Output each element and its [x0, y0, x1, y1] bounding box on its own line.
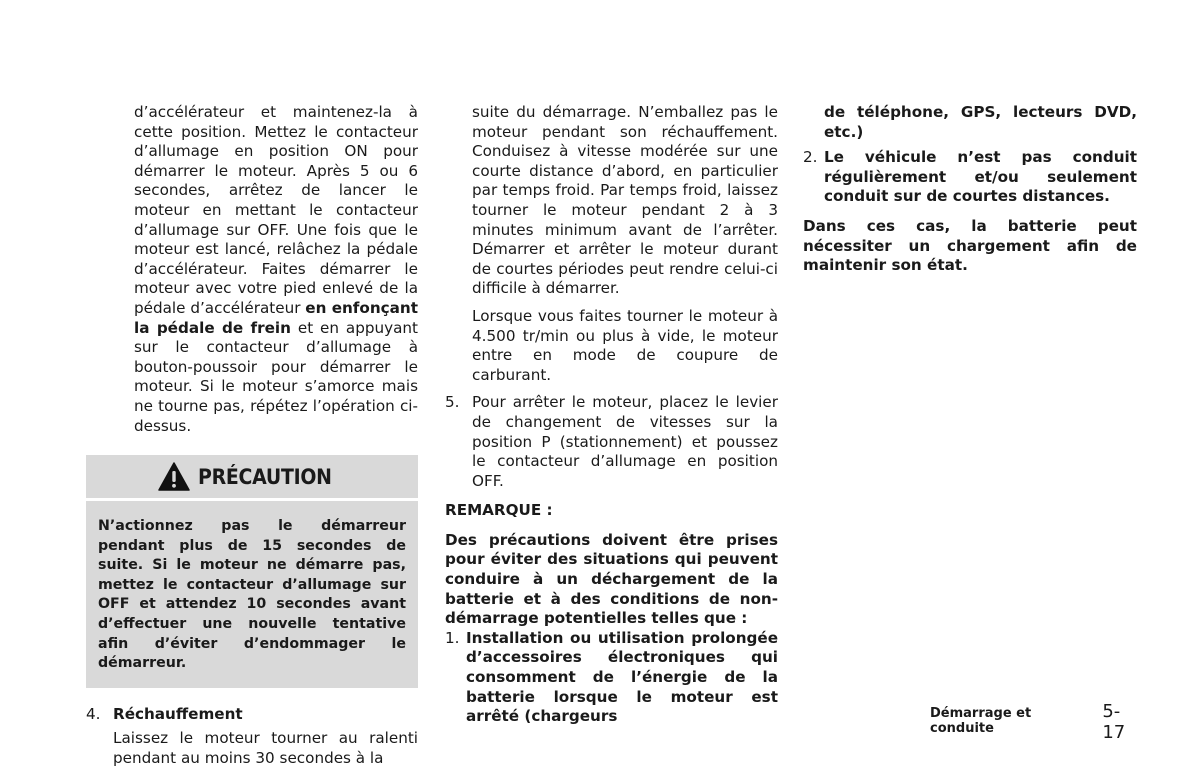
list-item-accessories	[445, 629, 778, 727]
remarque-heading: REMARQUE :	[445, 501, 553, 520]
section-title: Démarrage et conduite	[930, 706, 1032, 736]
list-item-driving	[803, 148, 1137, 207]
item-text: Pour arrêter le moteur, placez le levier de changement de vitesses sur la position P (stationnement) et poussez le contacteur d’allumage en position OFF.	[472, 393, 778, 490]
column-1	[86, 103, 418, 769]
page-footer	[930, 701, 1140, 743]
item-number: 2.	[803, 148, 818, 167]
closing-paragraph: Dans ces cas, la batterie peut nécessiter un chargement afin de maintenir son état.	[803, 216, 1137, 275]
caution-title: PRÉCAUTION	[197, 464, 332, 489]
list-item-stop-engine	[445, 393, 778, 491]
column-2	[445, 103, 778, 727]
paragraph-text: d’accélérateur et maintenez-la à cette position. Mettez le contacteur d’allumage en position ON pour démarrer le moteur. Après 5 ou 6 secondes, arrêtez de lancer le moteur en mettant le contacteur d’allumage sur OFF. Une fois que le moteur est lancé, relâchez la pédale d’accélérateur. Faites démarrer le moteur avec votre pied enlevé de la pédale d’accélérateur	[134, 103, 418, 317]
list-item-warmup	[86, 705, 418, 769]
item-number: 4.	[86, 704, 101, 723]
fuel-cut-paragraph: Lorsque vous faites tourner le moteur à 4.500 tr/min ou plus à vide, le moteur entre en mode de coupure de carburant.	[472, 306, 778, 384]
starting-procedure-paragraph	[86, 103, 418, 436]
caution-text: N’actionnez pas le démarreur pendant plus de 15 secondes de suite. Si le moteur ne démarre pas, mettez le contacteur d’allumage sur OFF et attendez 10 secondes avant d’effectuer une nouvelle tentative afin d’éviter d’endommager le démarreur.	[86, 501, 418, 688]
item-text: Laissez le moteur tourner au ralenti pendant au moins 30 secondes à la	[113, 729, 418, 768]
bold-emphasis: en enfonçant la pédale de frein	[134, 298, 418, 337]
warmup-continued-paragraph: suite du démarrage. N’emballez pas le moteur pendant son réchauffement. Conduisez à vitesse modérée sur une courte distance d’abord, en particulier par temps froid. Par temps froid, laissez tourner le moteur pendant 2 à 3 minutes minimum avant de l’arrêter. Démarrer et arrêter le moteur durant de courtes périodes peut rendre celui-ci difficile à démarrer.	[472, 103, 778, 298]
item-continued-text: de téléphone, GPS, lecteurs DVD, etc.)	[824, 103, 1137, 141]
column-3	[803, 103, 1137, 276]
item-number: 5.	[445, 393, 460, 412]
caution-header	[86, 455, 418, 498]
item-text: Le véhicule n’est pas conduit régulièrement et/ou seulement conduit sur de courtes distances.	[824, 148, 1137, 206]
warning-triangle-icon	[158, 462, 190, 491]
item-text: Installation ou utilisation prolongée d’accessoires électroniques qui consomment de l’énergie de la batterie lorsque le moteur est arrêté (chargeurs	[466, 628, 778, 726]
remarque-text: Des précautions doivent être prises pour éviter des situations qui peuvent conduire à un déchargement de la batterie et à des conditions de non-démarrage potentielles telles que :	[445, 530, 778, 628]
paragraph-text: et en appuyant sur le contacteur d’allumage à bouton-poussoir pour démarrer le moteur. Si le moteur s’amorce mais ne tourne pas, répétez l’opération ci-dessus.	[134, 318, 419, 435]
item-number: 1.	[445, 628, 460, 647]
page-number: 5-17	[1102, 701, 1126, 743]
item-title: Réchauffement	[113, 704, 243, 723]
